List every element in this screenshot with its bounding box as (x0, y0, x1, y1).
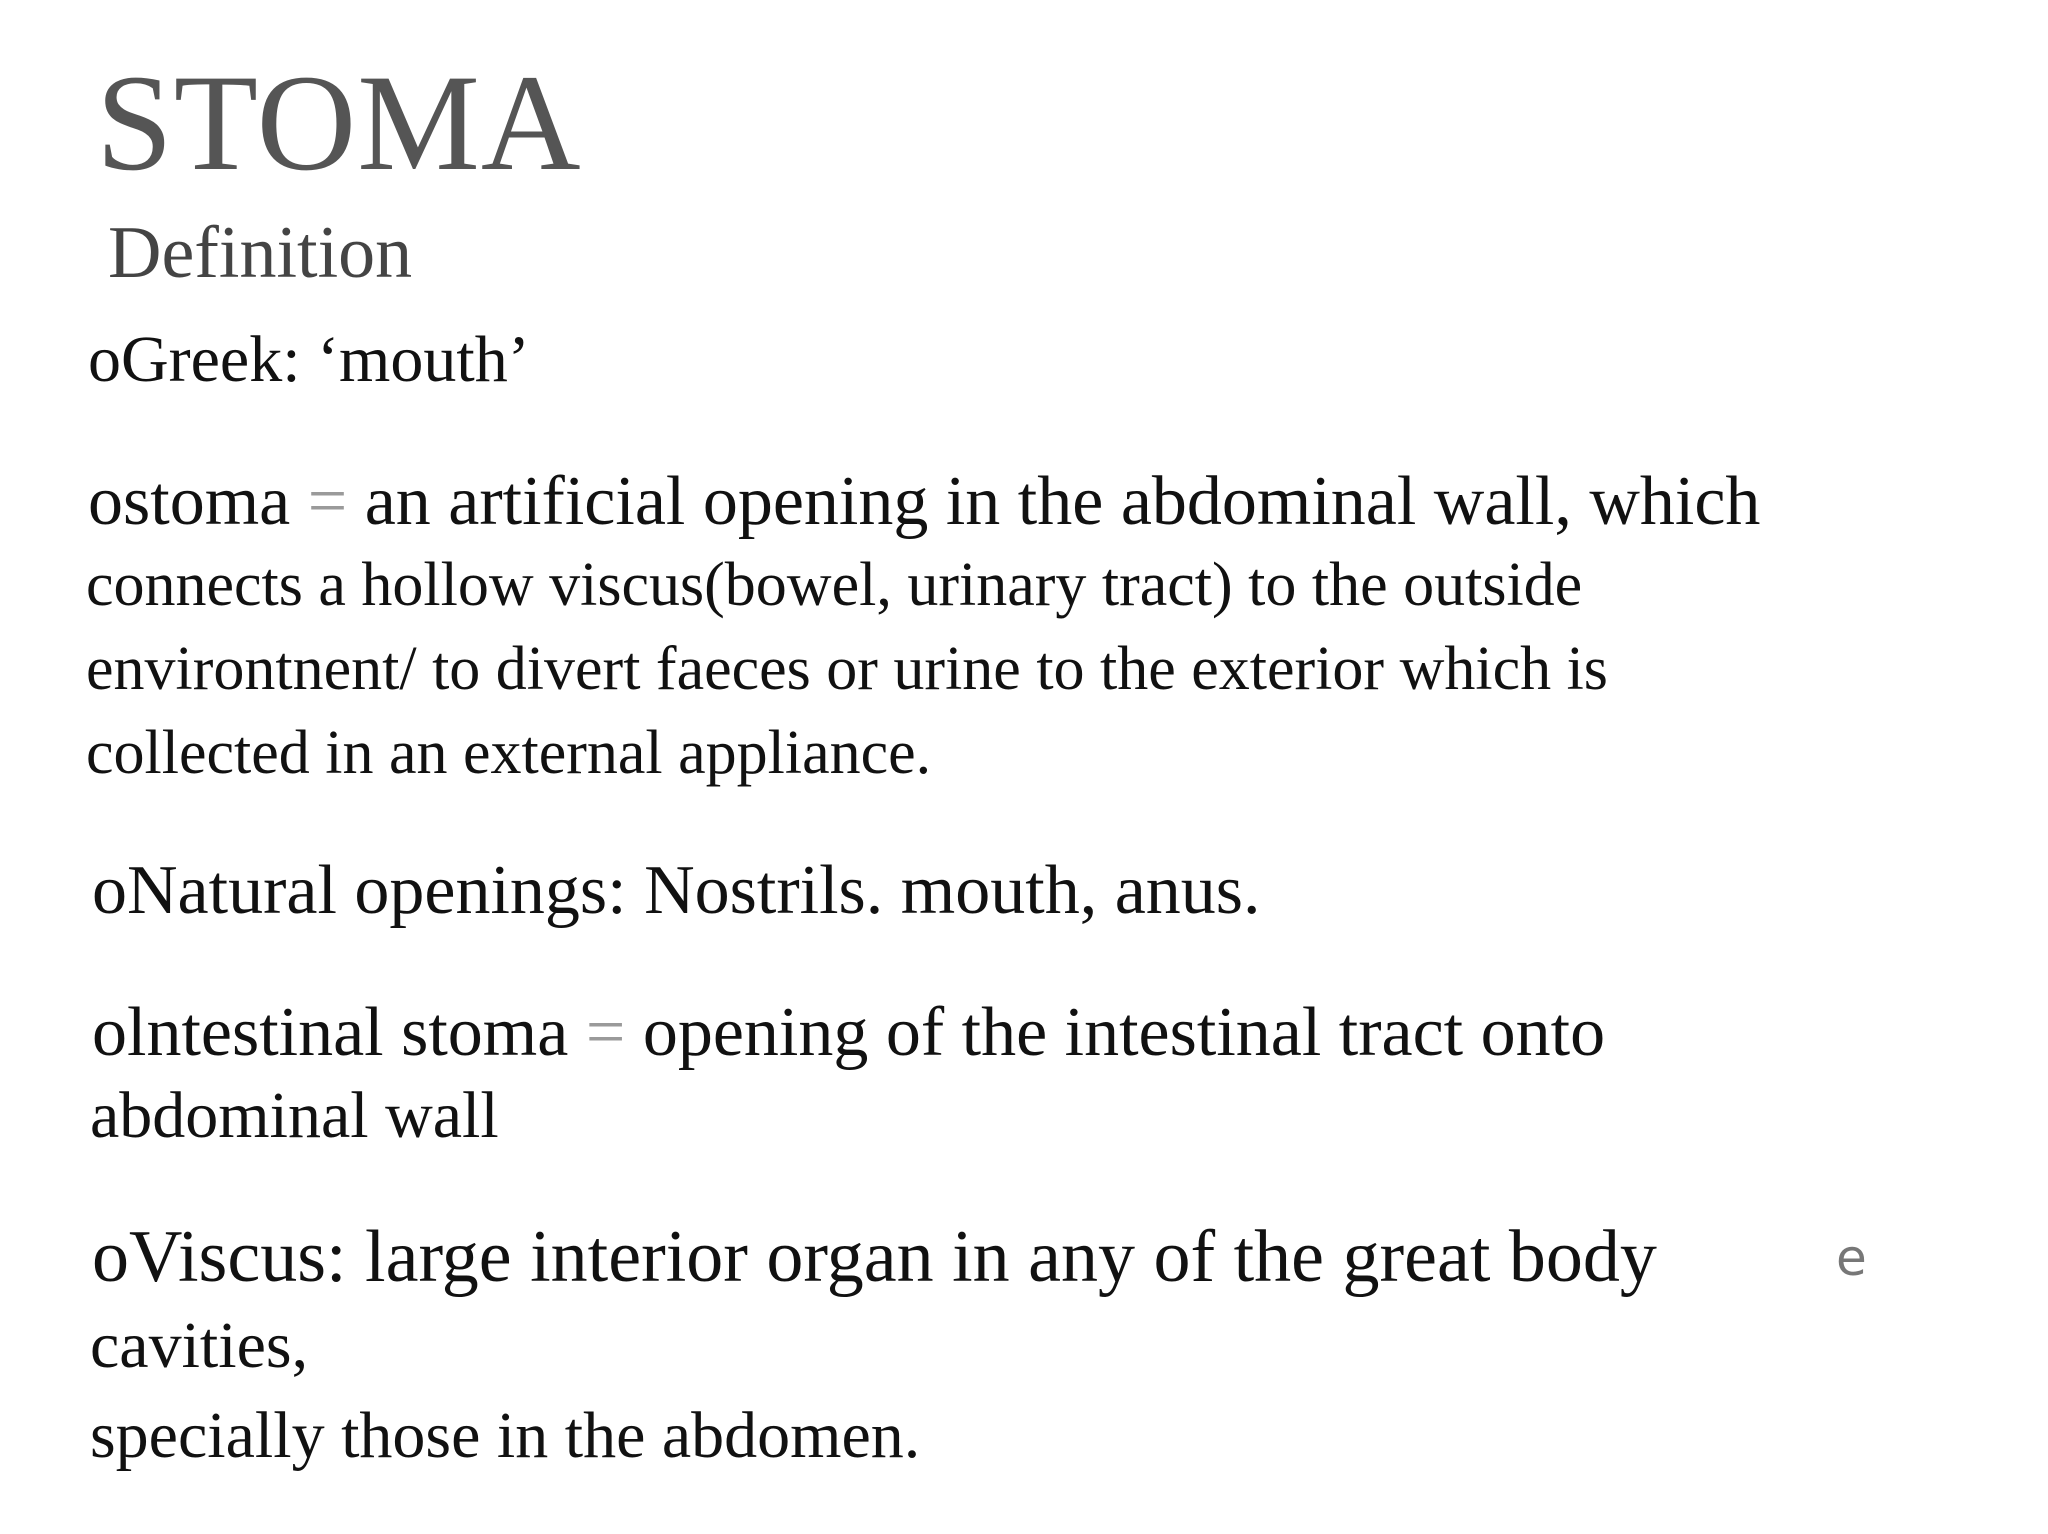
stoma-definition-line-2: connects a hollow viscus(bowel, urinary tract) to the outside (86, 551, 1583, 619)
viscus-line-1: oViscus: large interior organ in any of the great body (92, 1216, 1657, 1298)
stoma-equals-sign: = (307, 463, 348, 540)
viscus-line-3: specially those in the abdomen. (90, 1399, 921, 1472)
viscus-line-2: cavities, (90, 1309, 309, 1382)
intestinal-stoma-term: olntestinal stoma (92, 994, 569, 1071)
intestinal-stoma-line-2: abdominal wall (90, 1079, 499, 1152)
stoma-definition-line-1 (88, 460, 1760, 544)
natural-openings-line: oNatural openings: Nostrils. mouth, anus. (92, 852, 1261, 929)
intestinal-stoma-first-text: opening of the intestinal tract onto (642, 994, 1606, 1071)
stoma-definition-line-3: environtnent/ to divert faeces or urine to the exterior which is (86, 635, 1608, 703)
slide-subtitle: Definition (108, 212, 413, 294)
intestinal-stoma-line-1 (92, 990, 1605, 1076)
stoma-term: ostoma (88, 463, 291, 540)
intestinal-stoma-equals-sign: = (585, 994, 626, 1071)
slide-title: STOMA (96, 46, 582, 199)
stoma-definition-line-4: collected in an external appliance. (86, 719, 932, 787)
stoma-definition-first-text: an artificial opening in the abdominal wall, which (364, 463, 1761, 540)
greek-origin-line: oGreek: ‘mouth’ (88, 323, 530, 396)
stray-letter-mark: e (1836, 1229, 1867, 1287)
